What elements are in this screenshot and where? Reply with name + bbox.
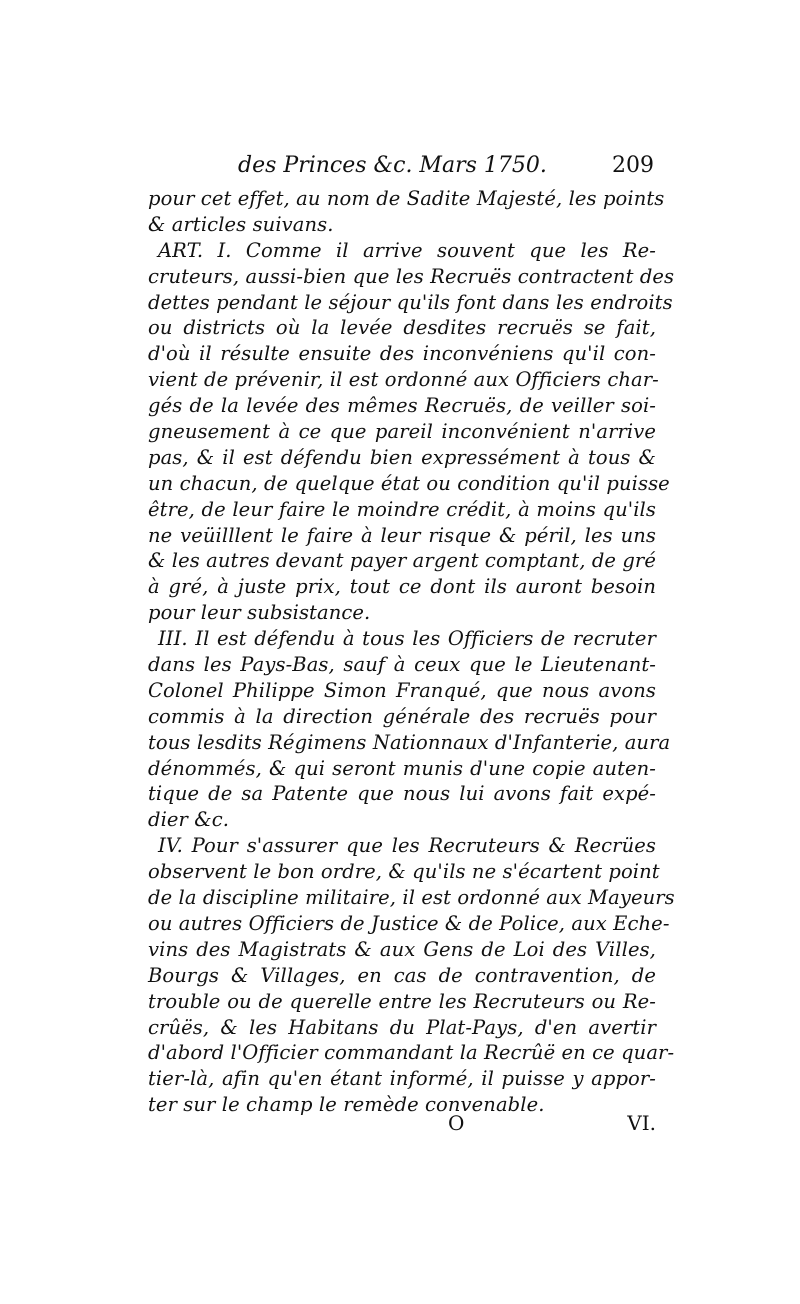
text-line: ne veüilllent le faire à leur risque & péril, les uns <box>148 523 656 547</box>
text-line: gneusement à ce que pareil inconvénient n'arrive <box>148 420 656 444</box>
text-line: à gré, à juste prix, tout ce dont ils auront besoin <box>148 575 656 599</box>
text-line: & articles suivans. <box>148 212 334 236</box>
page-number: 209 <box>612 153 654 178</box>
text-line: d'abord l'Officier commandant la Recrûë en ce quar- <box>148 1041 675 1065</box>
text-line: dettes pendant le séjour qu'ils font dans les endroits <box>148 290 673 314</box>
text-line: ou districts où la levée desdites recruës se fait, <box>148 316 656 340</box>
text-line: vient de prévenir, il est ordonné aux Officiers char- <box>148 368 659 392</box>
text-line: tique de sa Patente que nous lui avons fait expé- <box>148 782 656 806</box>
text-line: ou autres Officiers de Justice & de Police, aux Eche- <box>148 911 670 935</box>
running-title: des Princes &c. Mars 1750. <box>238 153 547 178</box>
text-line: trouble ou de querelle entre les Recruteurs ou Re- <box>148 989 656 1013</box>
text-line: vins des Magistrats & aux Gens de Loi des Villes, <box>148 937 656 961</box>
running-header <box>238 150 658 182</box>
text-line: pour leur subsistance. <box>148 601 371 625</box>
text-line: tous lesdits Régimens Nationnaux d'Infanterie, aura <box>148 730 671 754</box>
text-line: ter sur le champ le remède convenable. <box>148 1093 545 1117</box>
text-line: dénommés, & qui seront munis d'une copie auten- <box>148 756 656 780</box>
text-line: commis à la direction générale des recruës pour <box>148 704 656 728</box>
text-line: pas, & il est défendu bien expressément à tous & <box>148 445 656 469</box>
text-line: être, de leur faire le moindre crédit, à moins qu'ils <box>148 497 656 521</box>
text-line: Bourgs & Villages, en cas de contravention, de <box>148 963 656 987</box>
text-line: gés de la levée des mêmes Recruës, de veiller soi- <box>148 394 656 418</box>
text-line: de la discipline militaire, il est ordonné aux Mayeurs <box>148 886 675 910</box>
catchword: VI. <box>627 1111 656 1135</box>
text-line: Colonel Philippe Simon Franqué, que nous avons <box>148 678 656 702</box>
text-line: & les autres devant payer argent comptant, de gré <box>148 549 656 573</box>
text-line: ART. I. Comme il arrive souvent que les Re- <box>158 238 656 262</box>
text-line: pour cet effet, au nom de Sadite Majesté, les points <box>148 187 665 210</box>
text-line: tier-là, afin qu'en étant informé, il puisse y appor- <box>148 1067 656 1091</box>
page-footer <box>148 1108 656 1138</box>
text-line: dans les Pays-Bas, sauf à ceux que le Lieutenant- <box>148 653 656 677</box>
text-line: cruteurs, aussi-bien que les Recruës contractent des <box>148 264 675 288</box>
text-line: un chacun, de quelque état ou condition qu'il puisse <box>148 471 670 495</box>
text-line: crûës, & les Habitans du Plat-Pays, d'en avertir <box>148 1015 656 1039</box>
text-line: d'où il résulte ensuite des inconvéniens qu'il con- <box>148 342 656 366</box>
text-line: observent le bon ordre, & qu'ils ne s'écartent point <box>148 860 660 884</box>
signature-mark: O <box>448 1111 465 1135</box>
text-line: III. Il est défendu à tous les Officiers de recruter <box>158 627 656 651</box>
text-line: dier &c. <box>148 808 230 832</box>
body-text <box>148 186 675 1118</box>
text-line: IV. Pour s'assurer que les Recruteurs & Recrües <box>158 834 656 858</box>
